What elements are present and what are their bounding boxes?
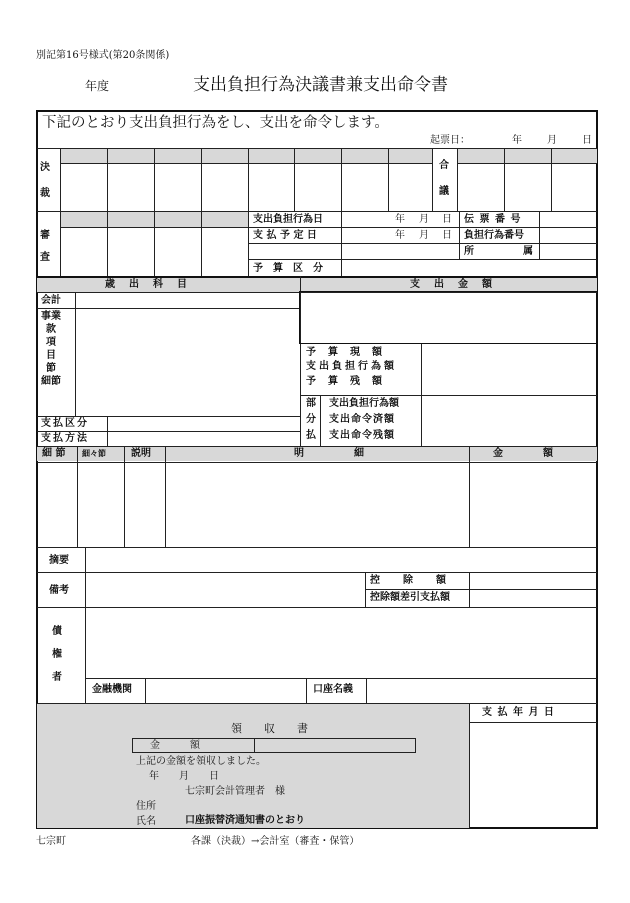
col-setsu: 細 節	[42, 448, 66, 459]
creditor-label-2: 権	[52, 649, 62, 660]
dept-label-1: 部	[306, 398, 316, 409]
receipt-address-label: 住所	[136, 801, 156, 812]
bank-label: 金融機関	[92, 684, 132, 695]
kan-label: 款	[46, 324, 56, 335]
col-setsumei: 説明	[131, 448, 151, 459]
bikou-label: 備考	[49, 585, 69, 596]
dept-ordered-label: 支出命令済額	[329, 414, 395, 425]
budget-current-label: 予 算 現 額	[306, 347, 383, 358]
jigyou-label: 事業	[41, 311, 61, 322]
shinsa-label-2: 査	[40, 252, 50, 263]
creditor-label-3: 者	[52, 672, 62, 683]
col-amount: 金 額	[493, 448, 553, 459]
receipt-name-value: 口座振替済通知書のとおり	[185, 815, 305, 826]
footer-routing: 各課（決裁）→会計室（審査・保管）	[191, 836, 360, 847]
dept-commitment-label: 支出負担行為額	[329, 398, 399, 409]
commitment-day: 日	[442, 214, 452, 225]
draft-date-year: 年	[512, 135, 522, 146]
receipt-received-text: 上記の金額を領収しました。	[136, 756, 266, 767]
kaikei-label: 会計	[41, 295, 61, 306]
footer-town: 七宗町	[36, 836, 66, 847]
account-name-label: 口座名義	[313, 684, 353, 695]
department-label-2: 属	[523, 246, 533, 257]
setsu-label: 節	[46, 363, 56, 374]
dept-order-remaining-label: 支出命令残額	[329, 430, 395, 441]
receipt-date: 年 月 日	[149, 771, 219, 782]
form-reference: 別記第16号様式(第20条関係)	[36, 50, 170, 61]
payment-date-label: 支 払 年 月 日	[482, 707, 555, 718]
gougi-label-2: 議	[439, 186, 449, 197]
commitment-month: 月	[419, 214, 429, 225]
commitment-date-label: 支出負担行為日	[253, 214, 323, 225]
col-meisai: 明 細	[294, 448, 364, 459]
payment-method-label: 支払方法	[41, 433, 89, 444]
dept-label-2: 分	[306, 414, 316, 425]
due-day: 日	[442, 230, 452, 241]
receipt-addressee: 七宗町会計管理者 様	[185, 786, 285, 797]
commitment-year: 年	[395, 214, 405, 225]
kou-label: 項	[46, 337, 56, 348]
draft-date-month: 月	[547, 135, 557, 146]
dept-label-3: 払	[306, 430, 316, 441]
receipt-title: 領 収 書	[231, 722, 308, 735]
deduction-label: 控 除 額	[370, 575, 447, 586]
payment-amount-label: 支 出 金 額	[410, 279, 494, 290]
receipt-amount-label: 金 額	[150, 740, 200, 751]
voucher-number-label: 伝 票 番 号	[464, 214, 522, 225]
budget-category-label: 予 算 区 分	[253, 263, 323, 274]
fiscal-year-label: 年度	[85, 79, 110, 93]
receipt-name-label: 氏名	[136, 816, 156, 827]
tekiyou-label: 摘要	[49, 555, 69, 566]
approval-header-band-right	[457, 148, 597, 163]
commitment-amount-label: 支出負担行為額	[306, 361, 397, 372]
due-year: 年	[395, 230, 405, 241]
kessai-label-1: 決	[40, 162, 50, 173]
saisetsu-label: 細節	[41, 376, 61, 387]
budget-remaining-label: 予 算 残 額	[306, 376, 383, 387]
gougi-label-1: 合	[439, 160, 449, 171]
intro-statement: 下記のとおり支出負担行為をし、支出を命令します。	[42, 115, 389, 131]
draft-date-day: 日	[582, 135, 592, 146]
due-month: 月	[419, 230, 429, 241]
page-title: 支出負担行為決議書兼支出命令書	[193, 75, 448, 95]
expenditure-account-label: 歳 出 科 目	[105, 279, 189, 290]
payment-due-date-label: 支 払 予 定 日	[253, 230, 317, 241]
net-payment-label: 控除額差引支払額	[370, 592, 450, 603]
kessai-label-2: 裁	[40, 188, 50, 199]
department-label-1: 所	[464, 246, 474, 257]
moku-label: 目	[46, 350, 56, 361]
payment-category-label: 支払区分	[41, 418, 89, 429]
approval-header-band	[60, 148, 432, 163]
payment-amount-box	[299, 291, 598, 344]
draft-date-label: 起票日：	[430, 135, 470, 146]
creditor-label-1: 債	[52, 626, 62, 637]
shinsa-label-1: 審	[40, 230, 50, 241]
commitment-number-label: 負担行為番号	[464, 230, 524, 241]
col-saisaisetsu: 細々節	[82, 449, 106, 458]
